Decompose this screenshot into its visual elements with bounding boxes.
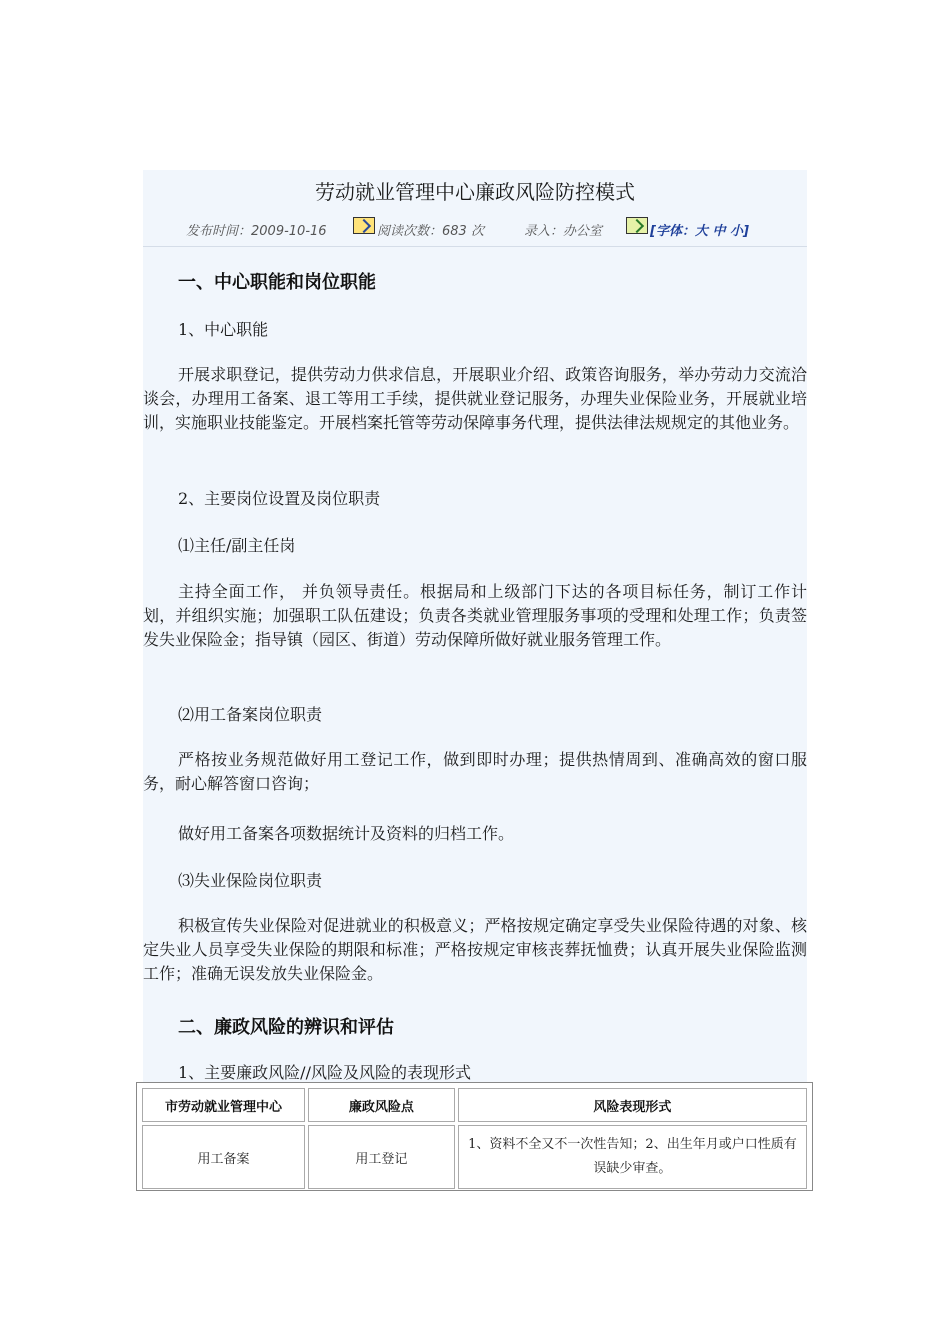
header-risk-form: 风险表现形式	[458, 1088, 807, 1122]
table-header-row	[142, 1088, 807, 1122]
post1-title: ⑴主任/副主任岗	[178, 536, 296, 555]
cell-risk-form: 1、资料不全又不一次性告知；2、出生年月或户口性质有误缺少审查。	[458, 1125, 807, 1189]
post3-para: 积极宣传失业保险对促进就业的积极意义；严格按规定确定享受失业保险待遇的对象、核定失业人员享受失业保险的期限和标准；严格按规定审核丧葬抚恤费；认真开展失业保险监测工作；准确无误发放失业保险金。	[143, 916, 807, 983]
read-count: 阅读次数：683 次	[377, 224, 484, 239]
cell-risk-point: 用工登记	[308, 1125, 455, 1189]
section2-heading: 二、廉政风险的辨识和评估	[178, 1017, 394, 1038]
post2-para1: 严格按业务规范做好用工登记工作，做到即时办理；提供热情周到、准确高效的窗口服务，耐心解答窗口咨询；	[143, 750, 807, 793]
article-title: 劳动就业管理中心廉政风险防控模式	[315, 180, 635, 204]
font-size-selector[interactable]: [字体：大 中 小]	[650, 224, 749, 239]
section1-heading: 一、中心职能和岗位职能	[178, 272, 376, 293]
risk-table	[139, 1085, 810, 1192]
section1-para1: 开展求职登记，提供劳动力供求信息，开展职业介绍、政策咨询服务，举办劳动力交流洽谈会，办理用工备案、退工等用工手续，提供就业登记服务，办理失业保险业务，开展就业培训，实施职业技能鉴定。开展档案托管等劳动保障事务代理，提供法律法规规定的其他业务。	[143, 365, 807, 432]
post2-title: ⑵用工备案岗位职责	[178, 705, 323, 724]
header-risk-point: 廉政风险点	[308, 1088, 455, 1122]
section1-sub2: 2、主要岗位设置及岗位职责	[178, 489, 381, 508]
post3-title: ⑶失业保险岗位职责	[178, 871, 323, 890]
table-row	[142, 1125, 807, 1189]
post1-para: 主持全面工作， 并负领导责任。根据局和上级部门下达的各项目标任务，制订工作计划，并组织实施；加强职工队伍建设；负责各类就业管理服务事项的受理和处理工作；负责签发失业保险金；指导镇（园区、街道）劳动保障所做好就业服务管理工作。	[143, 582, 807, 649]
section2-sub1: 1、主要廉政风险//风险及风险的表现形式	[178, 1063, 471, 1082]
header-department: 市劳动就业管理中心	[142, 1088, 305, 1122]
article-panel	[143, 170, 807, 1082]
publish-date: 发布时间：2009-10-16	[186, 224, 327, 239]
author: 录入：办公室	[524, 224, 603, 239]
cell-department: 用工备案	[142, 1125, 305, 1189]
risk-table-frame	[136, 1082, 813, 1191]
read-count-icon	[353, 217, 375, 234]
font-size-icon	[626, 217, 648, 234]
post2-para2: 做好用工备案各项数据统计及资料的归档工作。	[178, 824, 515, 843]
meta-divider	[143, 246, 807, 247]
section1-sub1: 1、中心职能	[178, 320, 269, 339]
